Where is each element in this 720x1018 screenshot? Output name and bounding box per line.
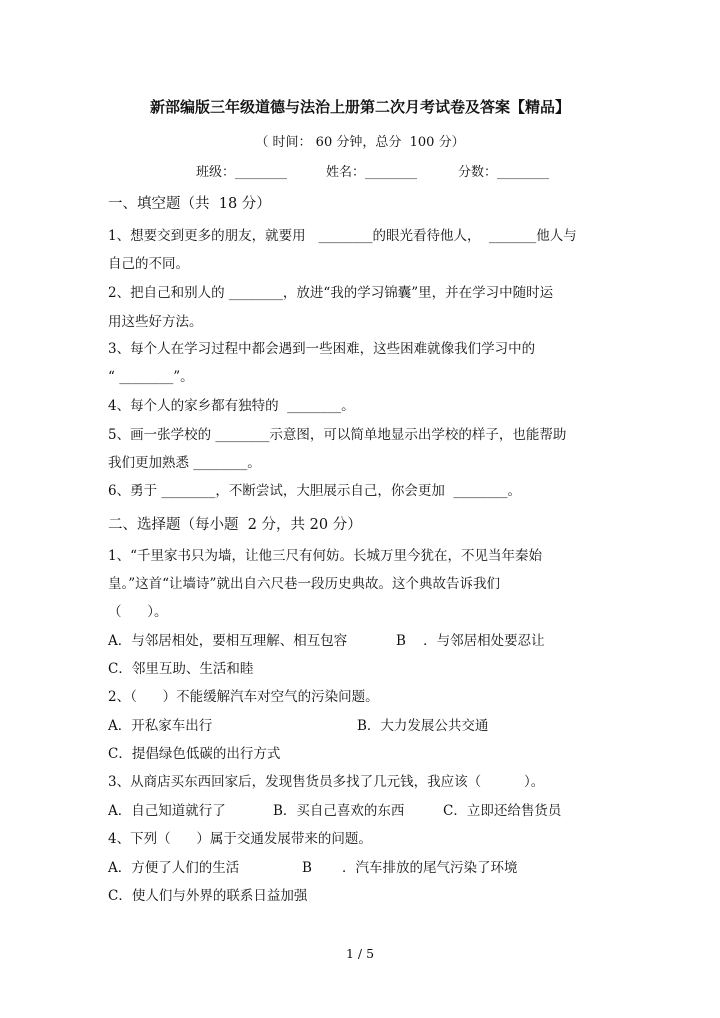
class-field: 班级：________	[196, 165, 288, 180]
question-line: 4、下列（ ）属于交通发展带来的问题。	[108, 831, 372, 847]
section-heading-choice: 二、选择题（每小题 2 分，共 20 分）	[108, 517, 362, 533]
fill-line: 4、每个人的家乡都有独特的 ________。	[108, 398, 355, 414]
fill-line: 6、勇于 ________，不断尝试，大胆展示自己，你会更加 ________。	[108, 483, 521, 499]
fill-line: 自己的不同。	[108, 256, 189, 272]
question-line: 2、（ ）不能缓解汽车对空气的污染问题。	[108, 689, 379, 705]
option-a: A．开私家车出行	[108, 718, 213, 734]
score-field: 分数：________	[458, 165, 550, 180]
option-c: C．邻里互助、生活和睦	[108, 661, 254, 677]
fill-line: 1、想要交到更多的朋友，就要用 ________的眼光看待他人， _______他人与	[108, 228, 577, 244]
option-b: B ．汽车排放的尾气污染了环境	[302, 860, 518, 876]
option-a: A．方便了人们的生活	[108, 860, 240, 876]
time-info: （ 时间： 60 分钟，总分 100 分）	[255, 135, 465, 150]
option-b: B．大力发展公共交通	[357, 718, 489, 734]
fill-line: 2、把自己和别人的 ________，放进“我的学习锦囊”里，并在学习中随时运	[108, 285, 554, 301]
question-line: 皇。”这首“让墙诗”就出自六尺巷一段历史典故。这个典故告诉我们	[108, 576, 500, 592]
question-line: 1、“千里家书只为墙，让他三尺有何妨。长城万里今犹在，不见当年秦始	[108, 548, 542, 564]
option-c: C．提倡绿色低碳的出行方式	[108, 746, 281, 762]
fill-line: 用这些好方法。	[108, 314, 203, 330]
page-number: 1 / 5	[345, 946, 375, 961]
question-line: 3、从商店买东西回家后，发现售货员多找了几元钱，我应该（ ）。	[108, 774, 545, 790]
name-field: 姓名：________	[326, 165, 418, 180]
option-a: A．与邻居相处，要相互理解、相互包容	[108, 633, 348, 649]
question-line: （ ）。	[108, 604, 168, 620]
option-c: C．使人们与外界的联系日益加强	[108, 888, 308, 904]
fill-line: 3、每个人在学习过程中都会遇到一些困难，这些困难就像我们学习中的	[108, 341, 536, 357]
section-heading-fill-blank: 一、填空题（共 18 分）	[108, 196, 271, 212]
fill-line: 5、画一张学校的 ________示意图，可以简单地显示出学校的样子，也能帮助	[108, 427, 567, 443]
option-b: B．买自己喜欢的东西	[273, 803, 405, 819]
option-c: C．立即还给售货员	[443, 803, 562, 819]
option-b: B ．与邻居相处要忍让	[396, 633, 545, 649]
fill-line: “ ________”。	[108, 369, 194, 385]
page-title: 新部编版三年级道德与法治上册第二次月考试卷及答案【精品】	[149, 98, 570, 116]
fill-line: 我们更加熟悉 ________。	[108, 455, 261, 471]
option-a: A．自己知道就行了	[108, 803, 226, 819]
